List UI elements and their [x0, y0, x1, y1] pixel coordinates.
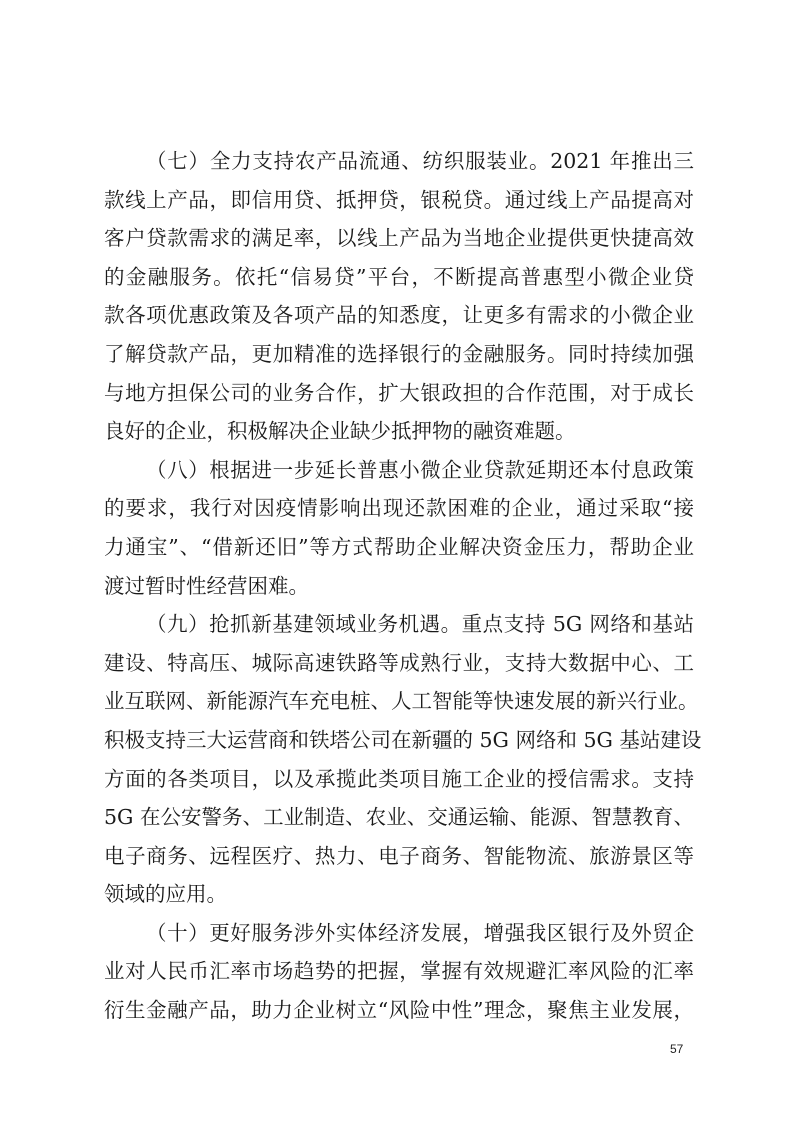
paragraph-8-line: 渡过暂时性经营困难。 — [104, 573, 309, 598]
paragraph-8-line: 力通宝”、“借新还旧”等方式帮助企业解决资金压力，帮助企业 — [104, 534, 694, 559]
paragraph-8-line: （八）根据进一步延长普惠小微企业贷款延期还本付息政策 — [146, 457, 694, 482]
paragraph-9-line: 5G 在公安警务、工业制造、农业、交通运输、能源、智慧教育、 — [104, 805, 694, 830]
body-text — [104, 142, 702, 1030]
paragraph-9-line: 领域的应用。 — [104, 882, 227, 907]
paragraph-9-line: （九）抢抓新基建领域业务机遇。重点支持 5G 网络和基站 — [146, 612, 694, 637]
paragraph-7-line: 款线上产品，即信用贷、抵押贷，银税贷。通过线上产品提高对 — [104, 187, 694, 212]
paragraph-10-line: （十）更好服务涉外实体经济发展，增强我区银行及外贸企 — [146, 920, 694, 945]
paragraph-7-line: 良好的企业，积极解决企业缺少抵押物的融资难题。 — [104, 419, 576, 444]
paragraph-7-line: （七）全力支持农产品流通、纺织服装业。2021 年推出三 — [146, 149, 694, 173]
paragraph-8-line: 的要求，我行对因疫情影响出现还款困难的企业，通过采取“接 — [104, 496, 694, 521]
paragraph-7-line: 与地方担保公司的业务合作，扩大银政担的合作范围，对于成长 — [104, 380, 694, 405]
paragraph-9-line: 电子商务、远程医疗、热力、电子商务、智能物流、旅游景区等 — [104, 843, 694, 868]
paragraph-9-line: 方面的各类项目，以及承揽此类项目施工企业的授信需求。支持 — [104, 766, 694, 791]
paragraph-7-line: 款各项优惠政策及各项产品的知悉度，让更多有需求的小微企业 — [104, 303, 694, 328]
paragraph-9-line: 业互联网、新能源汽车充电桩、人工智能等快速发展的新兴行业。 — [104, 689, 699, 714]
paragraph-10-line: 衍生金融产品，助力企业树立“风险中性”理念，聚焦主业发展， — [104, 998, 694, 1023]
paragraph-10-line: 业对人民币汇率市场趋势的把握，掌握有效规避汇率风险的汇率 — [104, 959, 694, 984]
page-number: 57 — [670, 1042, 684, 1056]
paragraph-9-line: 积极支持三大运营商和铁塔公司在新疆的 5G 网络和 5G 基站建设 — [104, 727, 702, 752]
paragraph-7-line: 的金融服务。依托“信易贷”平台，不断提高普惠型小微企业贷 — [104, 264, 694, 289]
paragraph-7-line: 客户贷款需求的满足率，以线上产品为当地企业提供更快捷高效 — [104, 226, 694, 251]
paragraph-7-line: 了解贷款产品，更加精准的选择银行的金融服务。同时持续加强 — [104, 341, 694, 366]
paragraph-9-line: 建设、特高压、城际高速铁路等成熟行业，支持大数据中心、工 — [104, 650, 694, 675]
